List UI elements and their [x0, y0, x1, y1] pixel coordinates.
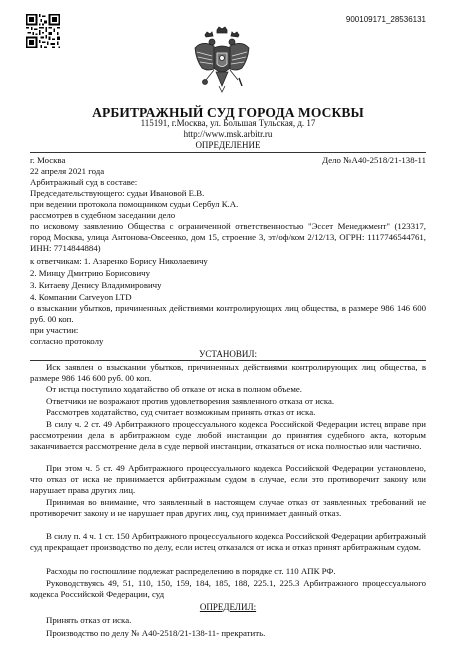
established-paragraph: Принимая во внимание, что заявленный в настоящем случае отказ от заявленных требований не противоречит закону и не нарушает прав других лиц, суд принимает данный отказ. — [30, 497, 426, 518]
city: г. Москва — [30, 155, 66, 165]
court-website[interactable]: http://www.msk.arbitr.ru — [183, 129, 273, 139]
claim-subject: о взыскании убытков, причиненных действиями контролирующих лиц общества, в размере 986 146 600 руб. 00 коп. — [30, 303, 426, 324]
russian-emblem-icon — [192, 26, 252, 94]
ruling-item: Принять отказ от иска. — [46, 615, 132, 625]
defendant-item: 2. Минцу Дмитрию Борисовичу — [30, 268, 150, 278]
section-divider — [30, 360, 426, 361]
document-id: 900109171_28536131 — [345, 15, 426, 24]
ruling-item: Производство по делу № А40-2518/21-138-11- прекратить. — [46, 628, 266, 638]
established-paragraph: В силу ч. 2 ст. 49 Арбитражного процессуального кодекса Российской Федерации истец вправе при рассмотрении дела в арбитражном суде любой инстанции до принятия судебного акта, которым заканчивается рассмотрение дела в суде первой инстанции, отказаться от иска полностью или частично. — [30, 419, 426, 451]
document-title: ОПРЕДЕЛЕНИЕ — [195, 140, 261, 150]
header-divider — [30, 152, 426, 153]
established-paragraph: Рассмотрев ходатайство, суд считает возможным принять отказ от иска. — [46, 407, 316, 417]
court-name: АРБИТРАЖНЫЙ СУД ГОРОДА МОСКВЫ — [92, 105, 364, 120]
established-paragraph: При этом ч. 5 ст. 49 Арбитражного процессуального кодекса Российской Федерации установлено, что отказ от иска не принимается арбитражным судом в случае, если это противоречит закону или нарушает права других лиц. — [30, 463, 426, 495]
attendance-label: при участии: — [30, 325, 79, 335]
established-paragraph: Руководствуясь 49, 51, 110, 150, 159, 184, 185, 188, 225.1, 225.3 Арбитражного процессуального кодекса Российской Федерации, суд — [30, 578, 426, 599]
qr-code-icon — [26, 14, 60, 48]
attendance-value: согласно протоколу — [30, 336, 104, 346]
ruled-heading: ОПРЕДЕЛИЛ: — [199, 602, 257, 612]
defendant-item: 3. Китаеву Денису Владимировичу — [30, 280, 162, 290]
case-number: Дело №А40-2518/21-138-11 — [322, 155, 426, 165]
claim-text: по исковому заявлению Общества с ограниченной ответственностью "Эссет Менеджмент" (123317, город Москва, улица Антонова-Овсеенко, дом 15, строение 3, эт/оф/ком 2/12/13, ОГРН: 1117746544761, ИНН: 7714844884) — [30, 221, 426, 253]
considered: рассмотрев в судебном заседании дело — [30, 210, 176, 220]
court-address: 115191, г.Москва, ул. Большая Тульская, д. 17 — [140, 118, 316, 128]
established-paragraph: В силу п. 4 ч. 1 ст. 150 Арбитражного процессуального кодекса Российской Федерации арбитражный суд прекращает производство по делу, если истец отказался от иска и отказ принят арбитражным судом. — [30, 531, 426, 552]
defendant-item: 4. Компании Carveyon LTD — [30, 292, 132, 302]
presiding-judge: Председательствующего: судьи Ивановой Е.В. — [30, 188, 205, 198]
court-composition: Арбитражный суд в составе: — [30, 177, 138, 187]
established-heading: УСТАНОВИЛ: — [198, 349, 258, 359]
established-paragraph: Расходы по госпошлине подлежат распределению в порядке ст. 110 АПК РФ. — [46, 566, 336, 576]
secretary: при ведении протокола помощником судьи Сербул К.А. — [30, 199, 239, 209]
date: 22 апреля 2021 года — [30, 166, 105, 176]
established-paragraph: От истца поступило ходатайство об отказе от иска в полном объеме. — [46, 384, 303, 394]
established-paragraph: Ответчики не возражают против удовлетворения заявленного отказа от иска. — [46, 396, 335, 406]
defendant-item: к ответчикам: 1. Азаренко Борису Николаевичу — [30, 256, 208, 266]
established-paragraph: Иск заявлен о взыскании убытков, причиненных действиями контролирующих лиц общества, в размере 986 146 600 руб. 00 коп. — [30, 362, 426, 383]
